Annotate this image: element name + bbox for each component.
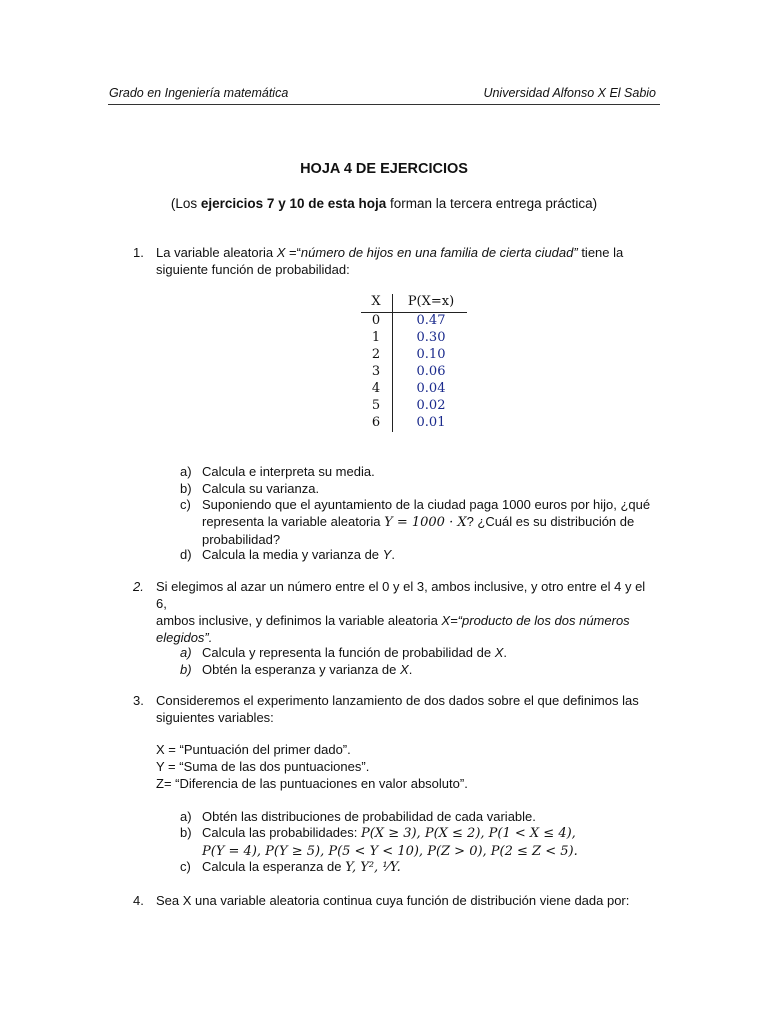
header-divider <box>108 104 660 105</box>
table-cell-p: 0.10 <box>416 347 446 362</box>
table-header-x: X <box>371 294 381 309</box>
table-column-rule <box>392 294 393 432</box>
table-cell-x: 0 <box>371 313 381 328</box>
table-cell-x: 5 <box>371 398 381 413</box>
table-cell-p: 0.06 <box>416 364 446 379</box>
table-cell-p: 0.04 <box>416 381 446 396</box>
table-cell-p: 0.01 <box>416 415 446 430</box>
table-cell-p: 0.02 <box>416 398 446 413</box>
table-cell-p: 0.30 <box>416 330 446 345</box>
exercise-1-number: 1. <box>133 245 144 260</box>
table-cell-x: 3 <box>371 364 381 379</box>
document-page: Grado en Ingeniería matemática Universidad Alfonso X El Sabio HOJA 4 DE EJERCICIOS (Los ejercicios 7 y 10 de esta hoja forman la tercera entrega práctica) 1. La variable aleatoria X =“número de hijos en una familia de cierta ciudad” tiene la siguiente función de probabilidad: X P(X=x) 0 0.47 1 0.30 2 0.10 3 0.06 4 0.04 5 0.02 6 0.01 a) Calcula e interpreta su media. b) Calcula su varianza. c) Suponiendo que el ayuntamiento de la ciudad paga 1000 euros por hijo, ¿qué representa la variable aleatoria Y = 1000 · X? ¿Cuál es su distribución de probabilidad? d) Calcula la media y varianza de Y. 2. Si elegimos al azar un número entre el 0 y el 3, ambos inclusive, y otro entre el 4 y el 6, ambos inclusive, y definimos la variable aleatoria X=“producto de los dos números elegidos”. a) Calcula y representa la función de probabilidad de X. b) Obtén la esperanza y varianza de X. 3. Consideremos el experimento lanzamiento de dos dados sobre el que definimos las siguientes variables: X = “Puntuación del primer dado”. Y = “Suma de las dos puntuaciones”. Z= “Diferencia de las puntuaciones en valor absoluto”. a) Obtén las distribuciones de probabilidad de cada variable. b) Calcula las probabilidades: P(X ≥ 3), P(X ≤ 2), P(1 < X ≤ 4), P(Y = 4), P(Y ≥ 5), P(5 < Y < 10), P(Z > 0), P(2 ≤ Z < 5). c) Calcula la esperanza de Y, Y², ¹⁄Y. 4. Sea X una variable aleatoria continua cuya función de distribución viene dada por: <box>0 0 768 1024</box>
exercise-1-statement: La variable aleatoria X =“número de hijos en una familia de cierta ciudad” tiene la siguiente función de probabilidad: <box>156 245 624 277</box>
exercise-3-number: 3. <box>133 693 144 708</box>
page-title: HOJA 4 DE EJERCICIOS <box>300 161 468 177</box>
header-university: Universidad Alfonso X El Sabio <box>483 86 656 100</box>
table-cell-x: 4 <box>371 381 381 396</box>
table-header-p: P(X=x) <box>407 294 455 309</box>
exercise-2-number: 2. <box>133 579 144 594</box>
exercise-2-statement: Si elegimos al azar un número entre el 0 y el 3, ambos inclusive, y otro entre el 4 y el 6, ambos inclusive, y definimos la variable aleatoria X=“producto de los dos números elegidos”. <box>156 579 646 645</box>
exercise-4-number: 4. <box>133 893 144 908</box>
exercise-3-statement: Consideremos el experimento lanzamiento de dos dados sobre el que definimos las siguientes variables: <box>156 693 639 725</box>
table-cell-p: 0.47 <box>416 313 446 328</box>
table-cell-x: 6 <box>371 415 381 430</box>
exercise-3-definitions: X = “Puntuación del primer dado”. Y = “Suma de las dos puntuaciones”. Z= “Diferencia de las puntuaciones en valor absoluto”. <box>156 742 468 791</box>
table-cell-x: 2 <box>371 347 381 362</box>
table-cell-x: 1 <box>371 330 381 345</box>
page-subtitle: (Los ejercicios 7 y 10 de esta hoja forman la tercera entrega práctica) <box>170 196 598 211</box>
header-course: Grado en Ingeniería matemática <box>109 86 289 100</box>
exercise-4-statement: Sea X una variable aleatoria continua cuya función de distribución viene dada por: <box>156 893 630 908</box>
